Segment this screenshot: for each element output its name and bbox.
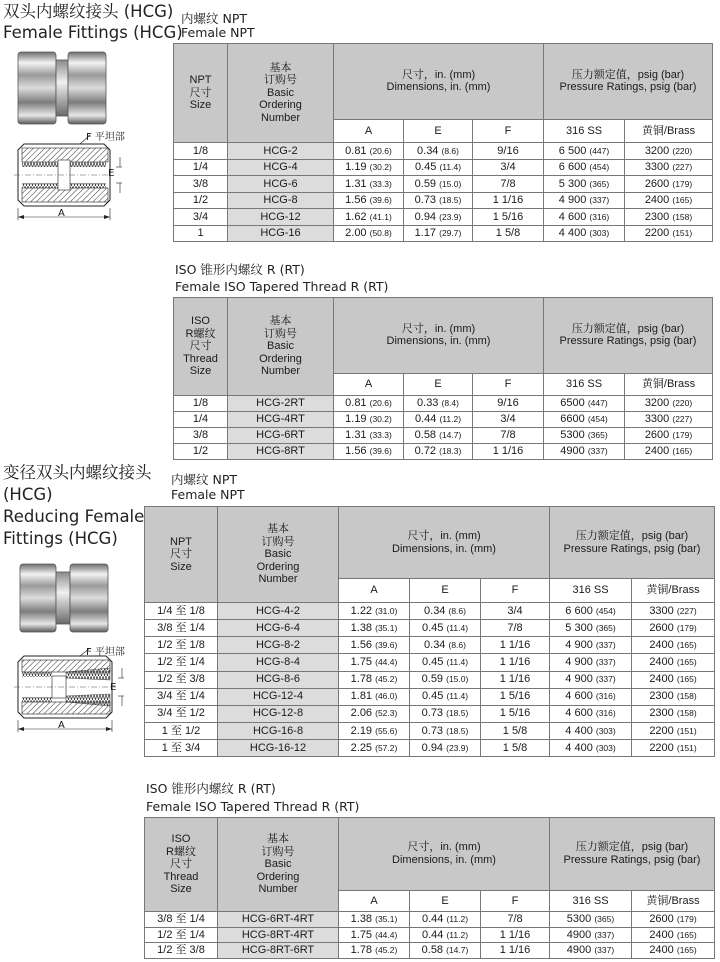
npt-title-en-1: Female NPT <box>181 25 255 40</box>
dim-e-cell: 0.34 (8.6) <box>410 637 481 654</box>
dim-a-cell: 2.25 (57.2) <box>339 739 410 756</box>
table-row <box>145 927 715 943</box>
header-316ss: 316 SS <box>544 119 625 142</box>
header-e: E <box>404 373 473 395</box>
dim-e-cell: 0.73 (18.5) <box>404 192 473 209</box>
pressure-316ss-cell: 4 900 (337) <box>550 637 632 654</box>
pressure-brass-cell: 2200 (151) <box>632 739 715 756</box>
dim-e-cell: 0.45 (11.4) <box>404 159 473 176</box>
pressure-brass-cell: 2400 (165) <box>632 943 715 959</box>
header-a: A <box>334 119 404 142</box>
iso-title-en-1: Female ISO Tapered Thread R (RT) <box>175 279 389 294</box>
header-f: F <box>481 579 550 603</box>
dim-a-cell: 1.75 (44.4) <box>339 654 410 671</box>
dim-a-cell: 1.56 (39.6) <box>334 444 404 460</box>
pressure-316ss-cell: 5 300 (365) <box>544 176 625 193</box>
dim-e-label-1: E <box>108 168 115 179</box>
table-row <box>145 603 715 620</box>
dim-e-label-2: E <box>110 682 117 693</box>
dim-a-cell: 1.19 (30.2) <box>334 159 404 176</box>
ordering-number-cell: HCG-12 <box>228 209 334 226</box>
header-a: A <box>334 373 404 395</box>
dim-a-cell: 1.78 (45.2) <box>339 671 410 688</box>
ordering-number-cell: HCG-2RT <box>228 396 334 412</box>
npt-title-cn-2: 内螺纹 NPT <box>171 472 237 487</box>
ordering-number-cell: HCG-2 <box>228 143 334 160</box>
table-row <box>174 159 713 176</box>
size-cell: 3/8 <box>174 428 228 444</box>
ordering-number-cell: HCG-4-2 <box>218 603 339 620</box>
pressure-brass-cell: 2300 (158) <box>632 688 715 705</box>
pressure-brass-cell: 2300 (158) <box>632 705 715 722</box>
pressure-316ss-cell: 6 500 (447) <box>544 143 625 160</box>
header-316ss: 316 SS <box>550 579 632 603</box>
size-cell: 1/2 至 3/8 <box>145 943 218 959</box>
dim-a-cell: 1.19 (30.2) <box>334 412 404 428</box>
header-e: E <box>410 579 481 603</box>
dim-f-cell: 7/8 <box>473 428 544 444</box>
header-e: E <box>410 890 481 912</box>
size-cell: 3/8 <box>174 176 228 193</box>
dim-a-cell: 1.38 (35.1) <box>339 620 410 637</box>
ordering-number-cell: HCG-4 <box>228 159 334 176</box>
size-cell: 1/2 <box>174 192 228 209</box>
ordering-number-cell: HCG-8 <box>228 192 334 209</box>
dim-a-cell: 0.81 (20.6) <box>334 143 404 160</box>
table-row <box>145 620 715 637</box>
header-ordering-number: 基本 订购号 Basic Ordering Number <box>228 44 334 143</box>
pressure-316ss-cell: 4 400 (303) <box>544 225 625 242</box>
table-row <box>174 444 713 460</box>
header-316ss: 316 SS <box>544 373 625 395</box>
size-cell: 1 <box>174 225 228 242</box>
dim-f-cell: 1 5/8 <box>481 739 550 756</box>
table-reducing-iso <box>144 817 715 959</box>
pressure-316ss-cell: 6 600 (454) <box>550 603 632 620</box>
pressure-316ss-cell: 5 300 (365) <box>550 620 632 637</box>
dim-f-cell: 1 1/16 <box>473 192 544 209</box>
header-316ss: 316 SS <box>550 890 632 912</box>
size-cell: 3/8 至 1/4 <box>145 912 218 928</box>
pressure-brass-cell: 2400 (165) <box>632 654 715 671</box>
table-row <box>145 637 715 654</box>
pressure-316ss-cell: 6 600 (454) <box>544 159 625 176</box>
pressure-316ss-cell: 4 400 (303) <box>550 722 632 739</box>
dim-f-cell: 1 5/8 <box>473 225 544 242</box>
ordering-number-cell: HCG-8RT-6RT <box>218 943 339 959</box>
pressure-316ss-cell: 4900 (337) <box>550 943 632 959</box>
dim-e-cell: 0.45 (11.4) <box>410 620 481 637</box>
dim-a-cell: 1.81 (46.0) <box>339 688 410 705</box>
table-row <box>174 176 713 193</box>
iso-title-cn-2: ISO 锥形内螺纹 R (RT) <box>146 781 276 796</box>
pressure-brass-cell: 2600 (179) <box>625 176 713 193</box>
table-row <box>145 671 715 688</box>
pressure-316ss-cell: 5300 (365) <box>544 428 625 444</box>
dim-a-cell: 2.06 (52.3) <box>339 705 410 722</box>
dim-e-cell: 0.58 (14.7) <box>410 943 481 959</box>
ordering-number-cell: HCG-12-4 <box>218 688 339 705</box>
pressure-316ss-cell: 4900 (337) <box>550 927 632 943</box>
table-row <box>145 912 715 928</box>
table-row <box>145 654 715 671</box>
table-row <box>145 688 715 705</box>
section1-title-en: Female Fittings (HCG) <box>3 23 183 42</box>
dim-f-cell: 1 1/16 <box>481 943 550 959</box>
dim-e-cell: 0.73 (18.5) <box>410 705 481 722</box>
header-ordering-number: 基本 订购号 Basic Ordering Number <box>218 507 339 603</box>
dim-e-cell: 0.44 (11.2) <box>410 927 481 943</box>
header-size: NPT 尺寸 Size <box>174 44 228 143</box>
dim-e-cell: 1.17 (29.7) <box>404 225 473 242</box>
pressure-brass-cell: 2400 (165) <box>632 637 715 654</box>
header-a: A <box>339 890 410 912</box>
ordering-number-cell: HCG-6-4 <box>218 620 339 637</box>
dim-a-cell: 1.31 (33.3) <box>334 176 404 193</box>
size-cell: 3/4 <box>174 209 228 226</box>
dim-e-cell: 0.59 (15.0) <box>404 176 473 193</box>
header-dimensions: 尺寸，in. (mm) Dimensions, in. (mm) <box>334 298 544 374</box>
dim-f-cell: 7/8 <box>481 620 550 637</box>
pressure-brass-cell: 3300 (227) <box>625 412 713 428</box>
table-row <box>145 739 715 756</box>
header-f: F <box>473 373 544 395</box>
dim-e-cell: 0.45 (11.4) <box>410 688 481 705</box>
pressure-brass-cell: 3300 (227) <box>632 603 715 620</box>
pressure-brass-cell: 3200 (220) <box>625 143 713 160</box>
ordering-number-cell: HCG-8RT-4RT <box>218 927 339 943</box>
dim-e-cell: 0.72 (18.3) <box>404 444 473 460</box>
pressure-316ss-cell: 6600 (454) <box>544 412 625 428</box>
dim-e-cell: 0.73 (18.5) <box>410 722 481 739</box>
ordering-number-cell: HCG-16-8 <box>218 722 339 739</box>
pressure-brass-cell: 2600 (179) <box>632 912 715 928</box>
dim-f-cell: 1 5/16 <box>481 688 550 705</box>
size-cell: 1/2 至 1/8 <box>145 637 218 654</box>
ordering-number-cell: HCG-6RT-4RT <box>218 912 339 928</box>
section2-title-l3: Reducing Female <box>3 507 145 526</box>
table-row <box>174 412 713 428</box>
table-reducing-npt <box>144 506 715 757</box>
pressure-316ss-cell: 6500 (447) <box>544 396 625 412</box>
dim-a-label-1: A <box>58 208 65 219</box>
pressure-316ss-cell: 4 900 (337) <box>550 654 632 671</box>
dim-a-cell: 1.56 (39.6) <box>339 637 410 654</box>
section2-title-l2: (HCG) <box>3 485 53 504</box>
header-brass: 黄铜/Brass <box>632 890 715 912</box>
dim-f-cell: 3/4 <box>473 159 544 176</box>
table-female-iso <box>173 297 713 460</box>
flat-label-1: F 平坦部 <box>86 132 125 143</box>
dim-e-cell: 0.34 (8.6) <box>410 603 481 620</box>
dim-a-cell: 1.75 (44.4) <box>339 927 410 943</box>
ordering-number-cell: HCG-8RT <box>228 444 334 460</box>
size-cell: 1 至 3/4 <box>145 739 218 756</box>
table-row <box>145 722 715 739</box>
size-cell: 1/2 至 1/4 <box>145 927 218 943</box>
dim-f-cell: 7/8 <box>473 176 544 193</box>
size-cell: 1 至 1/2 <box>145 722 218 739</box>
pressure-brass-cell: 2600 (179) <box>632 620 715 637</box>
dim-f-cell: 7/8 <box>481 912 550 928</box>
header-f: F <box>481 890 550 912</box>
section2-title-l1: 变径双头内螺纹接头 <box>3 463 152 482</box>
ordering-number-cell: HCG-4RT <box>228 412 334 428</box>
ordering-number-cell: HCG-8-2 <box>218 637 339 654</box>
pressure-316ss-cell: 5300 (365) <box>550 912 632 928</box>
fitting-photo-1 <box>14 48 114 128</box>
header-pressure: 压力额定值，psig (bar) Pressure Ratings, psig (bar) <box>544 298 713 374</box>
ordering-number-cell: HCG-8-6 <box>218 671 339 688</box>
pressure-316ss-cell: 4 900 (337) <box>544 192 625 209</box>
table-row <box>174 428 713 444</box>
dim-e-cell: 0.44 (11.2) <box>404 412 473 428</box>
size-cell: 3/4 至 1/2 <box>145 705 218 722</box>
dim-a-cell: 1.38 (35.1) <box>339 912 410 928</box>
header-pressure: 压力额定值，psig (bar) Pressure Ratings, psig (bar) <box>550 818 715 891</box>
pressure-316ss-cell: 4 900 (337) <box>550 671 632 688</box>
size-cell: 1/2 至 1/4 <box>145 654 218 671</box>
dim-f-cell: 9/16 <box>473 396 544 412</box>
header-size: ISO R螺纹 尺寸 Thread Size <box>174 298 228 396</box>
dim-f-cell: 1 5/16 <box>481 705 550 722</box>
dim-f-cell: 1 5/8 <box>481 722 550 739</box>
pressure-316ss-cell: 4 600 (316) <box>550 705 632 722</box>
table-row <box>145 705 715 722</box>
dim-a-cell: 1.62 (41.1) <box>334 209 404 226</box>
dim-a-cell: 1.56 (39.6) <box>334 192 404 209</box>
table-row <box>174 225 713 242</box>
header-dimensions: 尺寸，in. (mm) Dimensions, in. (mm) <box>334 44 544 120</box>
header-brass: 黄铜/Brass <box>625 119 713 142</box>
dim-e-cell: 0.58 (14.7) <box>404 428 473 444</box>
pressure-brass-cell: 2400 (165) <box>632 927 715 943</box>
size-cell: 1/4 <box>174 412 228 428</box>
section1-title-cn: 双头内螺纹接头 (HCG) <box>3 2 174 21</box>
npt-title-en-2: Female NPT <box>171 487 245 502</box>
dim-a-cell: 2.00 (50.8) <box>334 225 404 242</box>
dim-f-cell: 1 1/16 <box>481 671 550 688</box>
header-pressure: 压力额定值，psig (bar) Pressure Ratings, psig (bar) <box>544 44 713 120</box>
pressure-316ss-cell: 4900 (337) <box>544 444 625 460</box>
dim-f-cell: 3/4 <box>473 412 544 428</box>
header-e: E <box>404 119 473 142</box>
table-row <box>174 396 713 412</box>
header-size: ISO R螺纹 尺寸 Thread Size <box>145 818 218 912</box>
table-row <box>145 943 715 959</box>
ordering-number-cell: HCG-16-12 <box>218 739 339 756</box>
header-pressure: 压力额定值，psig (bar) Pressure Ratings, psig (bar) <box>550 507 715 579</box>
dim-e-cell: 0.44 (11.2) <box>410 912 481 928</box>
dim-e-cell: 0.94 (23.9) <box>404 209 473 226</box>
dim-a-cell: 0.81 (20.6) <box>334 396 404 412</box>
header-a: A <box>339 579 410 603</box>
header-size: NPT 尺寸 Size <box>145 507 218 603</box>
npt-title-cn-1: 内螺纹 NPT <box>181 11 247 26</box>
size-cell: 3/4 至 1/4 <box>145 688 218 705</box>
dim-f-cell: 1 1/16 <box>481 927 550 943</box>
dim-a-cell: 1.31 (33.3) <box>334 428 404 444</box>
dim-e-cell: 0.45 (11.4) <box>410 654 481 671</box>
dim-f-cell: 3/4 <box>481 603 550 620</box>
header-brass: 黄铜/Brass <box>632 579 715 603</box>
header-ordering-number: 基本 订购号 Basic Ordering Number <box>218 818 339 912</box>
pressure-316ss-cell: 4 600 (316) <box>544 209 625 226</box>
pressure-brass-cell: 3200 (220) <box>625 396 713 412</box>
header-f: F <box>473 119 544 142</box>
ordering-number-cell: HCG-16 <box>228 225 334 242</box>
dim-f-cell: 9/16 <box>473 143 544 160</box>
dim-e-cell: 0.34 (8.6) <box>404 143 473 160</box>
header-ordering-number: 基本 订购号 Basic Ordering Number <box>228 298 334 396</box>
header-brass: 黄铜/Brass <box>625 373 713 395</box>
dim-a-cell: 1.78 (45.2) <box>339 943 410 959</box>
table-row <box>174 209 713 226</box>
header-dimensions: 尺寸，in. (mm) Dimensions, in. (mm) <box>339 507 550 579</box>
dim-f-cell: 1 1/16 <box>481 637 550 654</box>
section2-title-l4: Fittings (HCG) <box>3 529 118 548</box>
header-dimensions: 尺寸，in. (mm) Dimensions, in. (mm) <box>339 818 550 891</box>
ordering-number-cell: HCG-6RT <box>228 428 334 444</box>
dim-e-cell: 0.94 (23.9) <box>410 739 481 756</box>
dim-f-cell: 1 1/16 <box>473 444 544 460</box>
iso-title-en-2: Female ISO Tapered Thread R (RT) <box>146 799 360 814</box>
pressure-brass-cell: 2600 (179) <box>625 428 713 444</box>
pressure-brass-cell: 2400 (165) <box>625 444 713 460</box>
pressure-brass-cell: 3300 (227) <box>625 159 713 176</box>
ordering-number-cell: HCG-12-8 <box>218 705 339 722</box>
fitting-photo-2 <box>16 560 116 636</box>
dim-a-cell: 1.22 (31.0) <box>339 603 410 620</box>
pressure-316ss-cell: 4 400 (303) <box>550 739 632 756</box>
dim-f-cell: 1 5/16 <box>473 209 544 226</box>
size-cell: 1/8 <box>174 396 228 412</box>
dim-a-cell: 2.19 (55.6) <box>339 722 410 739</box>
size-cell: 1/4 <box>174 159 228 176</box>
dim-a-label-2: A <box>58 720 65 731</box>
dim-e-cell: 0.59 (15.0) <box>410 671 481 688</box>
pressure-brass-cell: 2400 (165) <box>632 671 715 688</box>
table-row <box>174 192 713 209</box>
pressure-brass-cell: 2400 (165) <box>625 192 713 209</box>
size-cell: 1/4 至 1/8 <box>145 603 218 620</box>
dim-e-cell: 0.33 (8.4) <box>404 396 473 412</box>
pressure-brass-cell: 2200 (151) <box>632 722 715 739</box>
size-cell: 3/8 至 1/4 <box>145 620 218 637</box>
size-cell: 1/2 <box>174 444 228 460</box>
dim-f-cell: 1 1/16 <box>481 654 550 671</box>
table-female-npt <box>173 43 713 242</box>
pressure-316ss-cell: 4 600 (316) <box>550 688 632 705</box>
table-row <box>174 143 713 160</box>
size-cell: 1/2 至 3/8 <box>145 671 218 688</box>
iso-title-cn-1: ISO 锥形内螺纹 R (RT) <box>175 262 305 277</box>
pressure-brass-cell: 2200 (151) <box>625 225 713 242</box>
ordering-number-cell: HCG-8-4 <box>218 654 339 671</box>
ordering-number-cell: HCG-6 <box>228 176 334 193</box>
flat-label-2: F 平坦部 <box>86 647 125 658</box>
pressure-brass-cell: 2300 (158) <box>625 209 713 226</box>
size-cell: 1/8 <box>174 143 228 160</box>
